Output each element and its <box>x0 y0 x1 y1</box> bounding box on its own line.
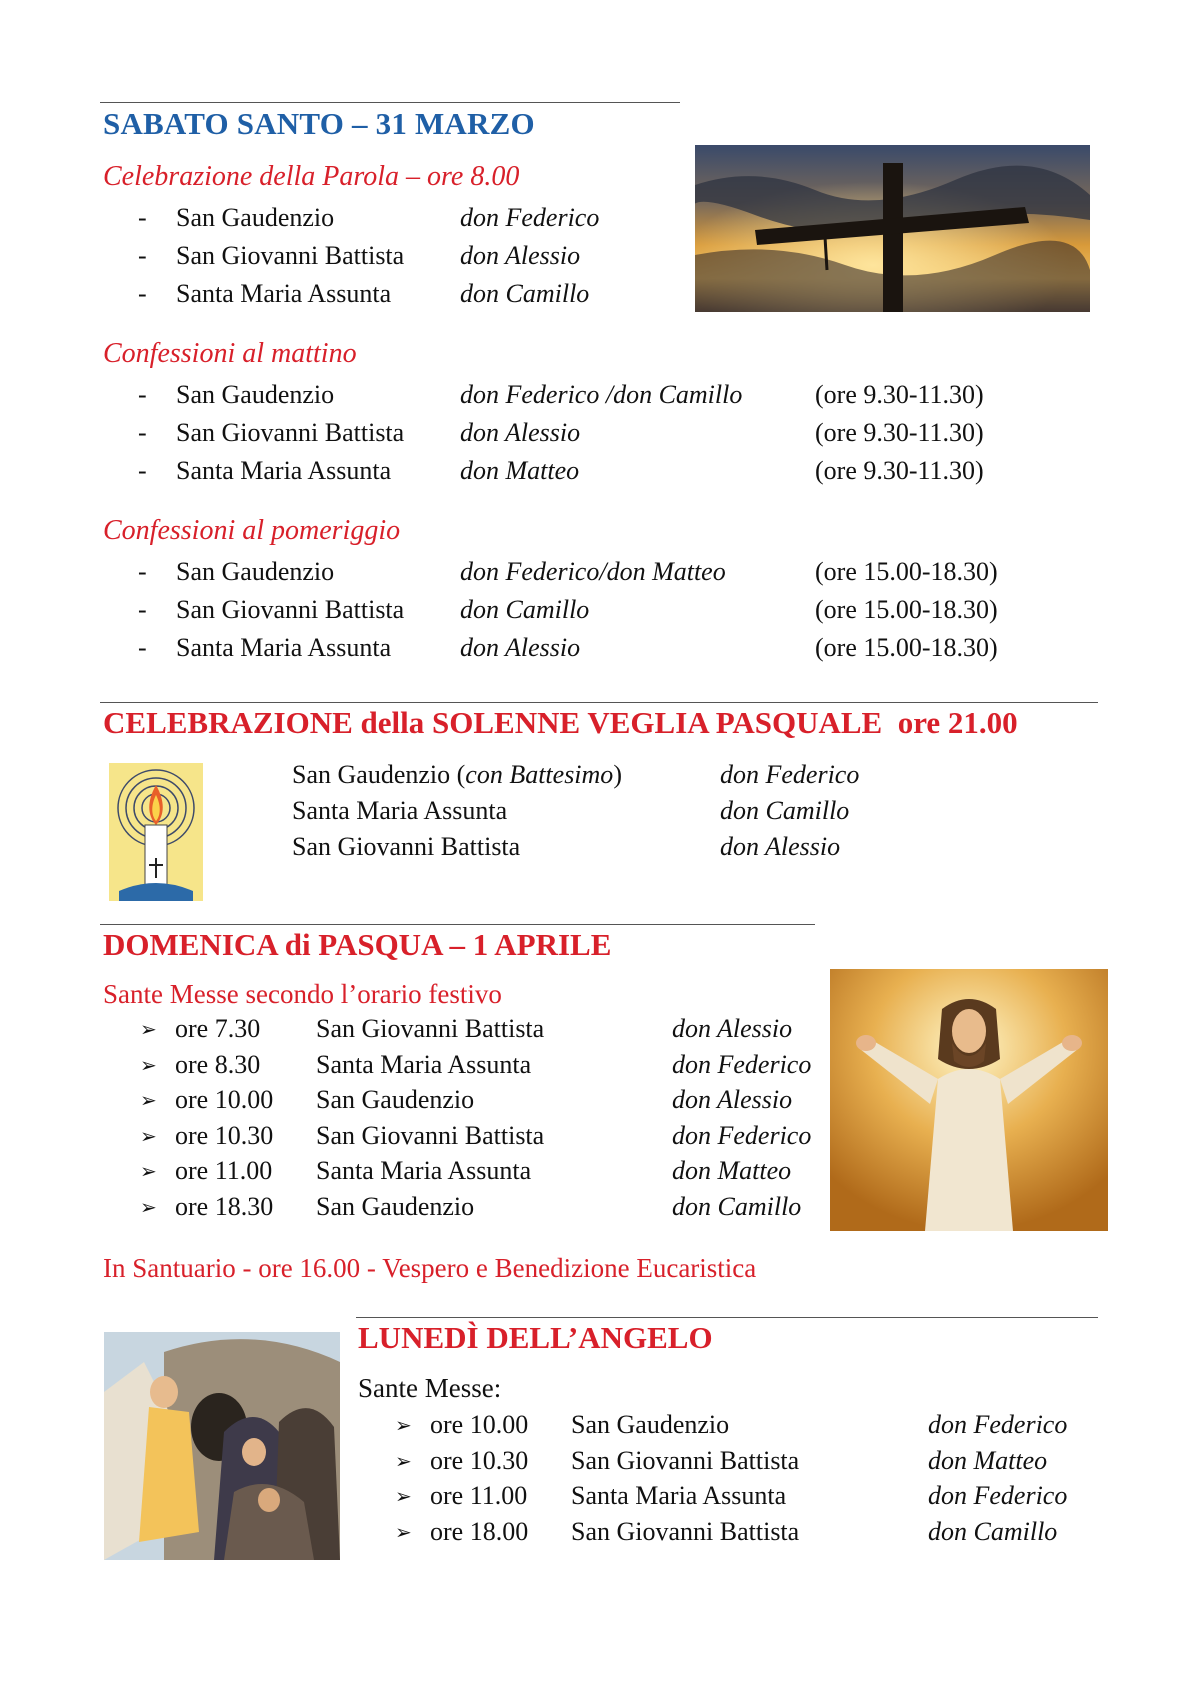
church-cell <box>292 829 520 865</box>
church-cell <box>292 793 507 829</box>
priest-name: don Federico <box>460 203 600 232</box>
church-name: San Giovanni Battista <box>316 1014 545 1043</box>
church-name: San Giovanni Battista <box>292 832 521 861</box>
church-note-close: ) <box>613 760 622 789</box>
church-name: Santa Maria Assunta <box>292 796 508 825</box>
time-range: (ore 15.00-18.30) <box>815 633 998 662</box>
mass-time: ore 18.00 <box>430 1516 529 1546</box>
priest-name: don Camillo <box>928 1516 1058 1546</box>
pasqua-subtitle: Sante Messe secondo l’orario festivo <box>103 979 502 1009</box>
arrow-bullet-icon: ➢ <box>140 1052 157 1077</box>
church-name: San Gaudenzio <box>176 557 335 586</box>
dash-bullet: - <box>138 241 147 270</box>
priest-name: don Camillo <box>460 279 590 308</box>
priest-name: don Alessio <box>720 832 841 861</box>
priest-name: don Alessio <box>460 241 581 270</box>
arrow-bullet-icon: ➢ <box>395 1519 412 1544</box>
church-note: con Battesimo <box>465 760 614 789</box>
time-range: (ore 9.30-11.30) <box>815 380 984 409</box>
angelo-title: LUNEDÌ DELL’ANGELO <box>358 1320 713 1355</box>
priest-name: don Matteo <box>928 1445 1048 1475</box>
priest-name: don Camillo <box>460 595 590 624</box>
church-name: Santa Maria Assunta <box>176 279 392 308</box>
mass-time: ore 10.30 <box>430 1445 529 1475</box>
arrow-bullet-icon: ➢ <box>140 1017 157 1041</box>
arrow-bullet-icon: ➢ <box>140 1088 157 1112</box>
sabato-title: SABATO SANTO – 31 MARZO <box>103 106 535 141</box>
dash-bullet: - <box>138 279 147 308</box>
mattino-heading: Confessioni al mattino <box>103 338 357 369</box>
priest-name: don Federico <box>928 1410 1068 1439</box>
schedule-row <box>0 1443 1190 1479</box>
priest-name: don Alessio <box>672 1085 793 1114</box>
dash-bullet: - <box>138 418 147 447</box>
time-range: (ore 9.30-11.30) <box>815 456 984 485</box>
cross-at-sunset-image <box>695 145 1090 312</box>
paschal-candle-image <box>109 763 203 901</box>
mass-time: ore 11.00 <box>175 1156 273 1185</box>
priest-name: don Federico <box>672 1120 812 1150</box>
mass-time: ore 8.30 <box>175 1049 261 1079</box>
arrow-bullet-icon: ➢ <box>395 1448 412 1473</box>
arrow-bullet-icon: ➢ <box>140 1159 157 1183</box>
schedule-row <box>0 592 1190 628</box>
church-name: Santa Maria Assunta <box>176 456 392 485</box>
schedule-row <box>0 1514 1190 1550</box>
veglia-row <box>292 793 992 829</box>
veglia-row <box>292 829 992 865</box>
risen-christ-image <box>830 969 1108 1231</box>
santuario-line: In Santuario - ore 16.00 - Vespero e Benedizione Eucaristica <box>103 1253 757 1283</box>
mass-time: ore 10.00 <box>430 1410 529 1439</box>
priest-name: don Camillo <box>672 1191 802 1221</box>
priest-name: don Federico /don Camillo <box>460 380 743 409</box>
schedule-row <box>0 554 1190 590</box>
top-rule <box>100 102 680 103</box>
schedule-row <box>0 630 1190 666</box>
mass-time: ore 10.30 <box>175 1120 274 1150</box>
church-name: San Giovanni Battista <box>176 418 405 447</box>
priest-name: don Alessio <box>460 633 581 662</box>
priest-name: don Federico <box>928 1481 1068 1510</box>
priest-name: don Matteo <box>672 1156 792 1185</box>
veglia-rule <box>100 702 1098 703</box>
pomeriggio-heading: Confessioni al pomeriggio <box>103 515 401 546</box>
arrow-bullet-icon: ➢ <box>140 1123 157 1148</box>
church-name: San Gaudenzio <box>316 1085 475 1114</box>
arrow-bullet-icon: ➢ <box>140 1194 157 1219</box>
angelo-rule <box>356 1317 1098 1318</box>
parola-heading: Celebrazione della Parola – ore 8.00 <box>103 161 520 192</box>
church-cell <box>292 757 622 793</box>
mass-time: ore 10.00 <box>175 1085 274 1114</box>
schedule-row <box>0 377 1190 413</box>
church-name: San Giovanni Battista <box>571 1516 800 1546</box>
priest-name: don Federico <box>720 760 860 789</box>
priest-name: don Alessio <box>460 418 581 447</box>
angelo-subtitle: Sante Messe: <box>358 1373 502 1403</box>
church-name: Santa Maria Assunta <box>316 1156 532 1185</box>
priest-name: don Matteo <box>460 456 580 485</box>
dash-bullet: - <box>138 380 147 409</box>
time-range: (ore 15.00-18.30) <box>815 557 998 586</box>
priest-name: don Federico <box>672 1049 812 1079</box>
church-name: Santa Maria Assunta <box>316 1049 532 1079</box>
mass-time: ore 18.30 <box>175 1191 274 1221</box>
priest-name: don Camillo <box>720 796 850 825</box>
schedule-row <box>0 453 1190 489</box>
dash-bullet: - <box>138 595 147 624</box>
priest-name: don Federico/don Matteo <box>460 557 726 586</box>
church-name: San Gaudenzio ( <box>292 760 466 789</box>
church-name: San Giovanni Battista <box>316 1120 545 1150</box>
arrow-bullet-icon: ➢ <box>395 1484 412 1508</box>
veglia-row <box>292 757 992 793</box>
church-name: San Giovanni Battista <box>571 1445 800 1475</box>
church-name: San Giovanni Battista <box>176 595 405 624</box>
church-name: Santa Maria Assunta <box>176 633 392 662</box>
schedule-row <box>0 1407 1190 1443</box>
mass-time: ore 11.00 <box>430 1481 528 1510</box>
time-range: (ore 15.00-18.30) <box>815 595 998 624</box>
dash-bullet: - <box>138 633 147 662</box>
church-name: San Giovanni Battista <box>176 241 405 270</box>
dash-bullet: - <box>138 557 147 586</box>
mass-time: ore 7.30 <box>175 1014 261 1043</box>
church-name: San Gaudenzio <box>316 1191 475 1221</box>
pasqua-rule <box>100 924 815 925</box>
arrow-bullet-icon: ➢ <box>395 1413 412 1437</box>
schedule-row <box>0 1478 1190 1514</box>
church-name: San Gaudenzio <box>176 203 335 232</box>
pasqua-title: DOMENICA di PASQUA – 1 APRILE <box>103 927 612 962</box>
time-range: (ore 9.30-11.30) <box>815 418 984 447</box>
priest-name: don Alessio <box>672 1014 793 1043</box>
church-name: Santa Maria Assunta <box>571 1481 787 1510</box>
dash-bullet: - <box>138 456 147 485</box>
veglia-title: CELEBRAZIONE della SOLENNE VEGLIA PASQUALE ore 21.00 <box>103 705 1018 740</box>
schedule-row <box>0 415 1190 451</box>
dash-bullet: - <box>138 203 147 232</box>
church-name: San Gaudenzio <box>176 380 335 409</box>
church-name: San Gaudenzio <box>571 1410 730 1439</box>
